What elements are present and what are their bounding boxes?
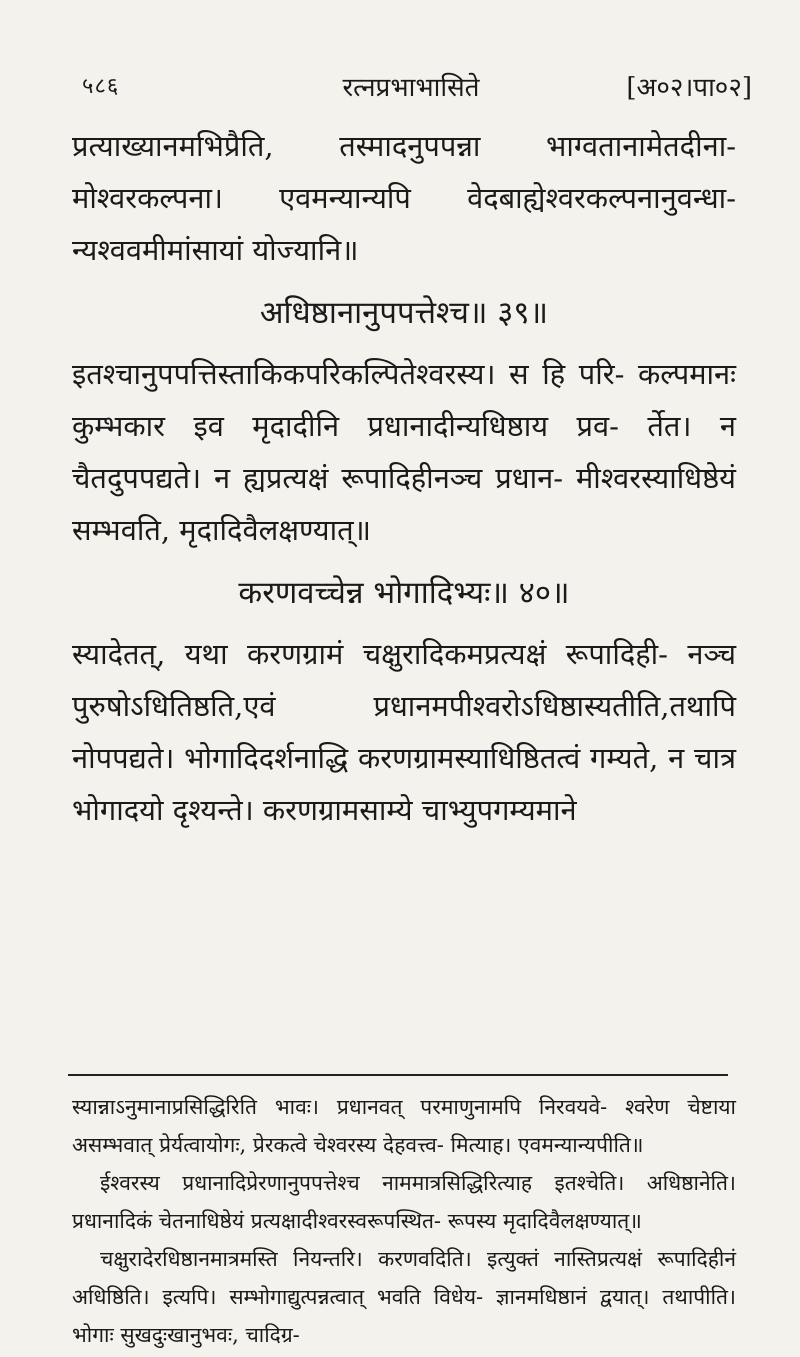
main-text	[72, 120, 736, 836]
sutra-heading-39: अधिष्ठानानुपपत्तेश्च॥ ३९॥	[259, 295, 549, 331]
page-number: ५८६	[82, 74, 120, 99]
running-title: रत्नप्रभाभासिते	[342, 73, 480, 103]
paragraph-3: स्यादेतत्, यथा करणग्रामं चक्षुरादिकमप्रत्यक्षं रूपादिही- नञ्च पुरुषोऽधितिष्ठति,एवं प्रधानमपीश्वरोऽधिष्ठास्यतीति,तथापि नोपपद्यते। भोगादिदर्शनाद्धि करणग्रामस्याधिष्ठितत्वं गम्यते, न चात्र भोगादयो दृश्यन्ते। करणग्रामसाम्ये चाभ्युपगम्यमाने	[72, 637, 736, 827]
section-reference: [अ०२।पा०२]	[626, 73, 752, 103]
paragraph-2: इतश्चानुपपत्तिस्ताकिकपरिकल्पितेश्वरस्य। स हि परि- कल्पमानः कुम्भकार इव मृदादीनि प्रधानादीन्यधिष्ठाय प्रव- र्तेत। न चैतदुपपद्यते। न ह्यप्रत्यक्षं रूपादिहीनञ्च प्रधान- मीश्वरस्याधिष्ठेयं सम्भवति, मृदादिवैलक्षण्यात्॥	[72, 357, 736, 547]
footnote-1: स्यान्नाऽनुमानाप्रसिद्धिरिति भावः। प्रधानवत् परमाणुनामपि निरवयवे- श्वरेण चेष्टाया असम्भवात् प्रेर्यत्वायोगः, प्रेरकत्वे चेश्वरस्य देहवत्त्व- मित्याह। एवमन्यान्यपीति॥	[72, 1095, 736, 1157]
sutra-heading-40: करणवच्चेन्न भोगादिभ्यः॥ ४०॥	[238, 575, 570, 611]
footnotes	[72, 1088, 736, 1354]
page-header	[70, 62, 752, 102]
footnote-divider	[68, 1074, 728, 1076]
footnote-2: ईश्वरस्य प्रधानादिप्रेरणानुपपत्तेश्च नाममात्रसिद्धिरित्याह इतश्चेति। अधिष्ठानेति। प्रधानादिकं चेतनाधिष्ठेयं प्रत्यक्षादीश्वरस्वरूपस्थित- रूपस्य मृदादिवैलक्षण्यात्॥	[72, 1171, 736, 1233]
paragraph-1: प्रत्याख्यानमभिप्रैति, तस्मादनुपपन्ना भाग्वतानामेतदीना- मोश्वरकल्पना। एवमन्यान्यपि वेदबाह्येश्वरकल्पनानुवन्धा- न्यश्ववमीमांसायां योज्यानि॥	[72, 129, 736, 267]
footnote-3: चक्षुरादेरधिष्ठानमात्रमस्ति नियन्तरि। करणवदिति। इत्युक्तं नास्तिप्रत्यक्षं रूपादिहीनं अधिष्ठिति। इत्यपि। सम्भोगाद्युत्पन्नत्वात् भवति विधेय- ज्ञानमधिष्ठानं द्वयात्। तथापीति। भोगाः सुखदुःखानुभवः, चादिग्र-	[72, 1247, 736, 1347]
